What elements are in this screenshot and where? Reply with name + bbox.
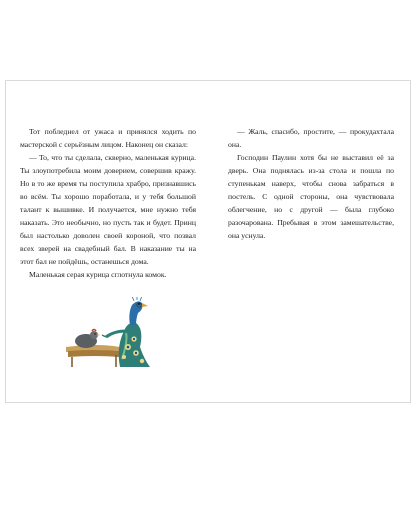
table-illustration: [66, 345, 122, 367]
right-paragraph-1: — Жаль, спасибо, простите, — прокудахтала она.: [228, 127, 394, 149]
right-paragraph-2: Господин Паулин хотя бы не выставил её за дверь. Она поднялась из-за стола и пошла по ступенькам наверх, чтобы снова забраться в постель. С одной стороны, она чувствовала облегчение, но с другой — была глубоко разочарована. Пребывая в этом замешательстве, она уснула.: [228, 153, 394, 240]
left-page: [20, 125, 196, 281]
book-spread: [5, 80, 411, 403]
illustration-hen-and-peacock: [58, 297, 168, 369]
peacock-illustration: [102, 297, 150, 367]
left-paragraph-3: Маленькая серая курица сглотнула комок.: [29, 270, 167, 279]
left-paragraph-2: — То, что ты сделала, скверно, маленькая курица. Ты злоупотребила моим доверием, совершив кражу. Но в то же время ты поступила храбро, признавшись во всём. Ты хорошо поработала, и у тебя большой талант к вышивке. И получается, мне нужно тебя наказать. Это необычно, но пусть так и будет. Принц был настолько доволен своей короной, что позвал всех зверей на свадебный бал. В наказание ты на этот бал не пойдёшь, останешься дома.: [20, 153, 196, 266]
right-page: [228, 125, 394, 242]
left-paragraph-1: Тот побледнел от ужаса и принялся ходить по мастерской с серьёзным лицом. Наконец он сказал:: [20, 127, 196, 149]
